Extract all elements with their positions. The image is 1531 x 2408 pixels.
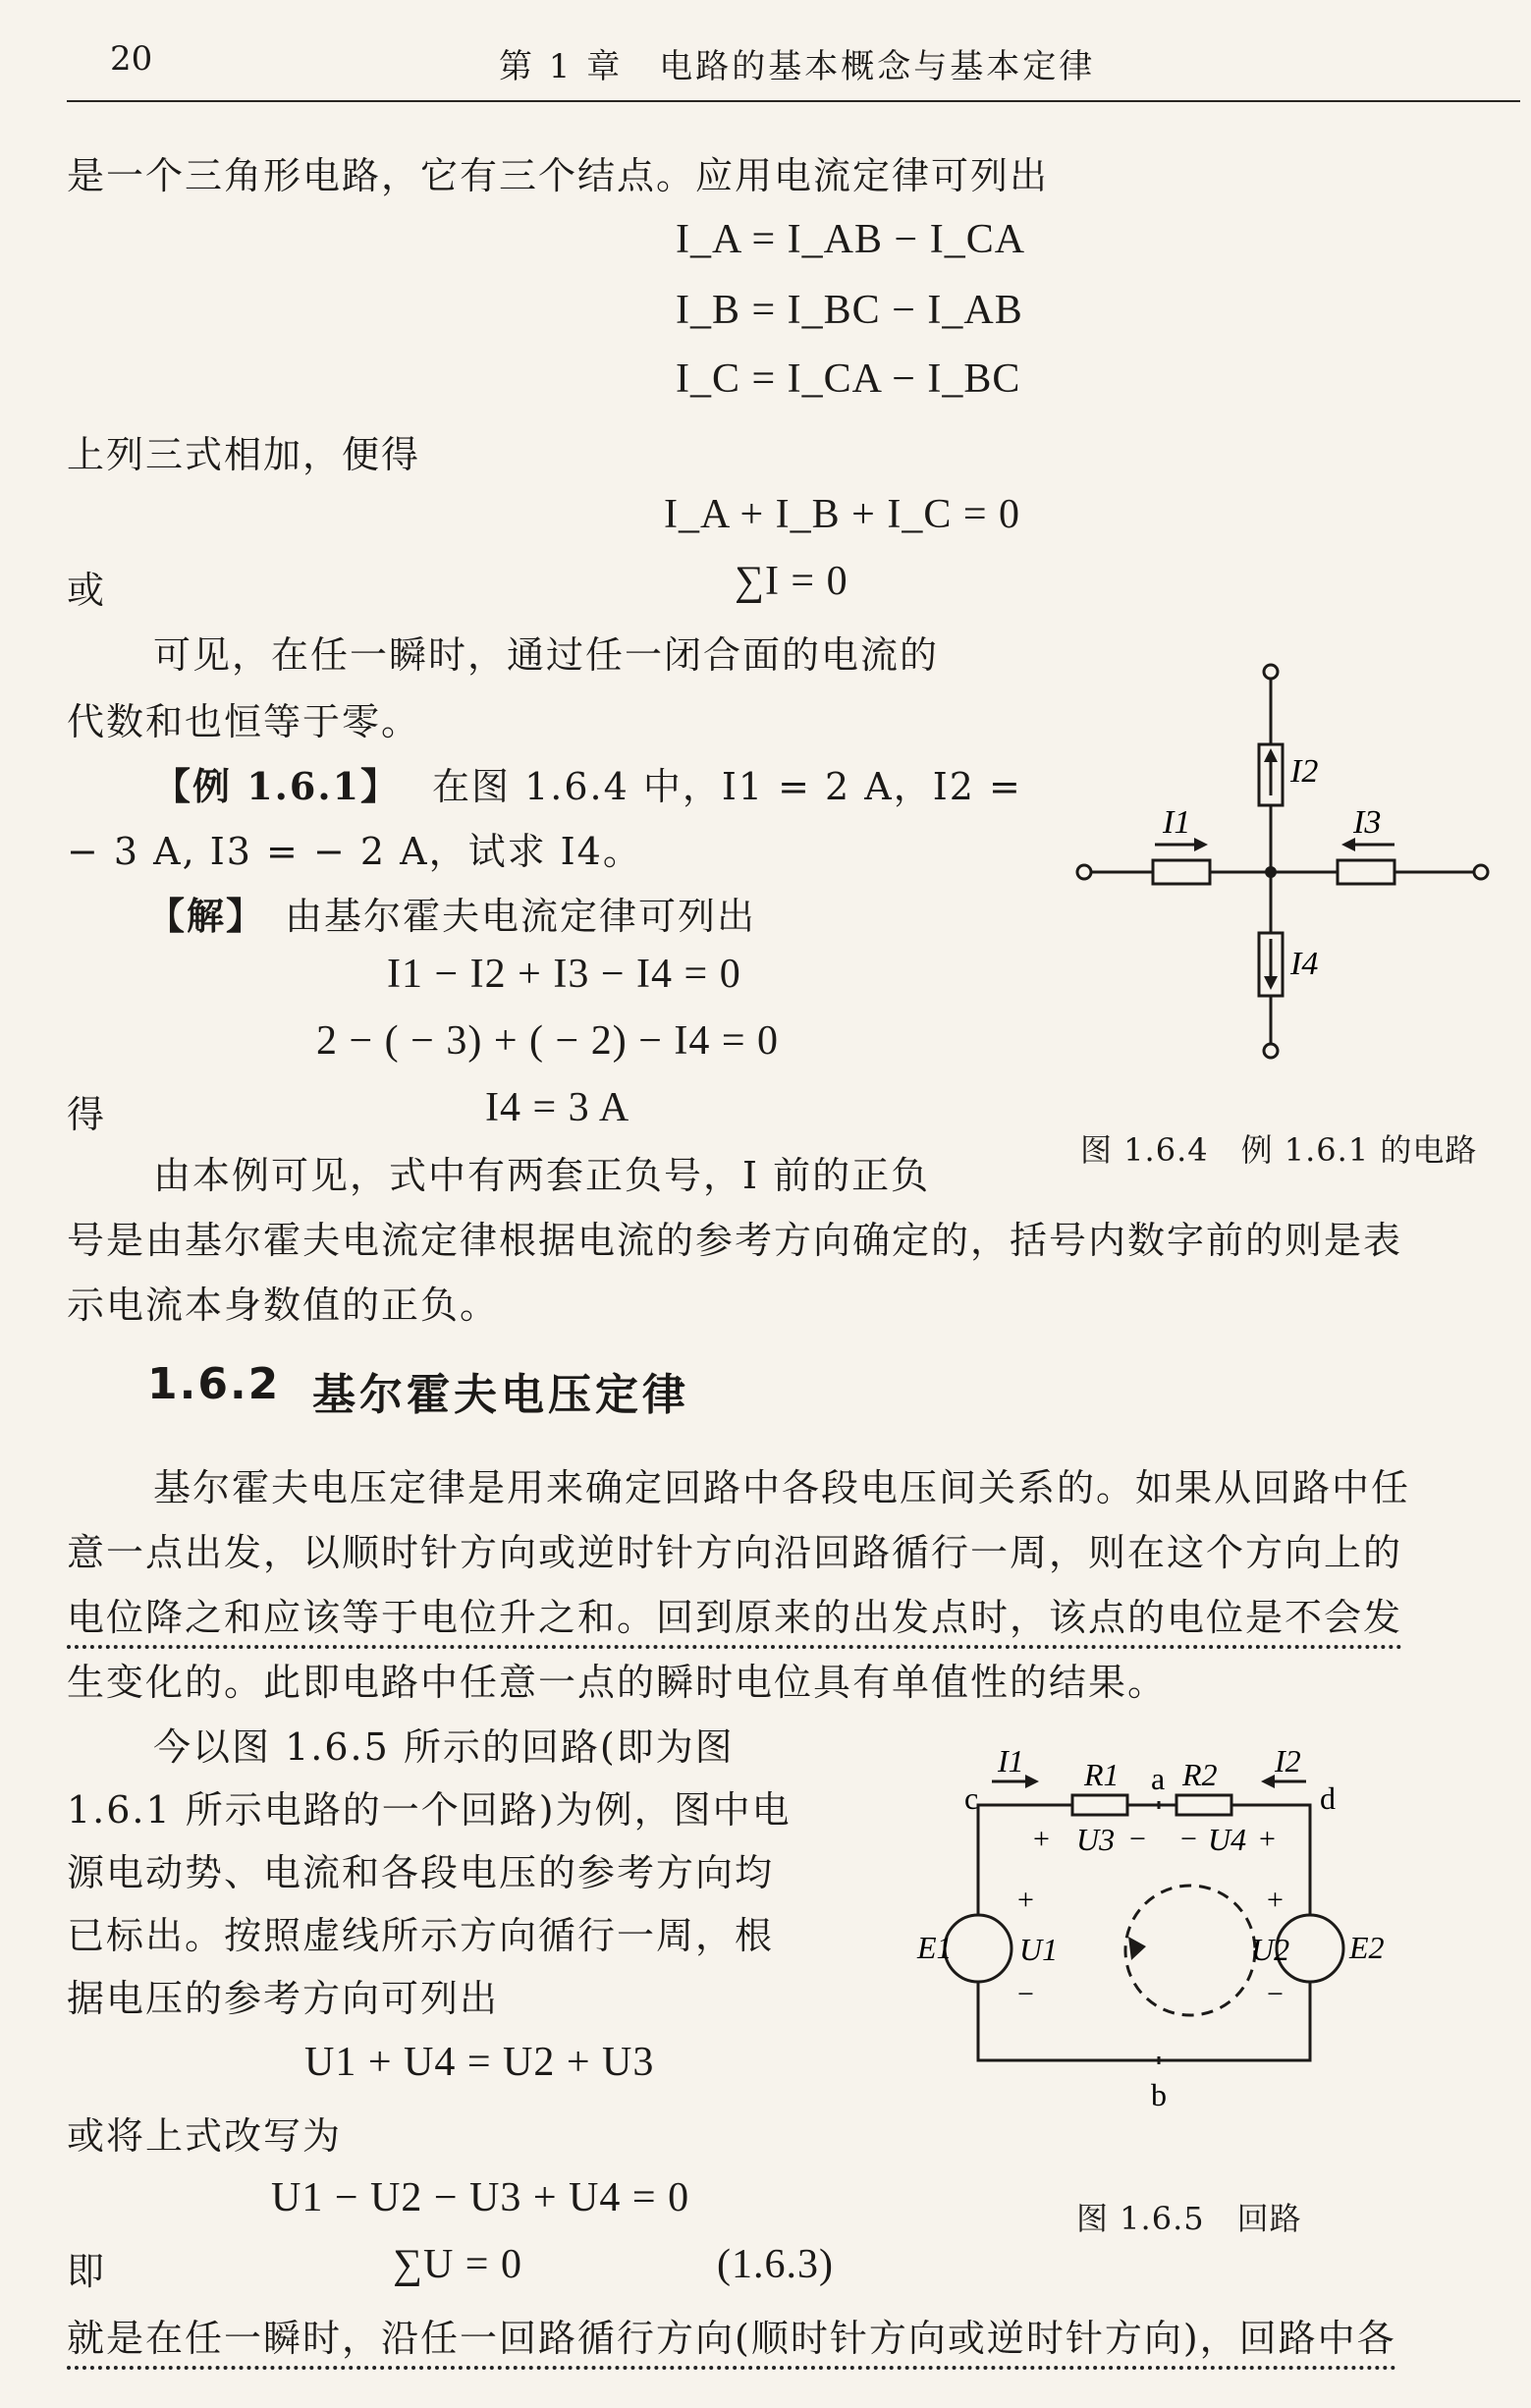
- label-e2: E2: [1349, 1930, 1385, 1965]
- body-line: 代数和也恒等于零。: [67, 700, 421, 743]
- body-line: 上列三式相加，便得: [67, 433, 421, 476]
- body-line: 由本例可见，式中有两套正负号，I 前的正负: [153, 1154, 931, 1197]
- node-d: d: [1320, 1780, 1336, 1816]
- equation-kvl1: U1 + U4 = U2 + U3: [304, 2040, 655, 2085]
- figure-caption: 图 1.6.4 例 1.6.1 的电路: [1080, 1131, 1478, 1169]
- minus-sign: −: [1017, 1978, 1034, 2010]
- body-line: − 3 A, I3 = − 2 A，试求 I4。: [67, 830, 642, 873]
- equation-ex1: I1 − I2 + I3 − I4 = 0: [387, 952, 741, 997]
- body-line: 今以图 1.6.5 所示的回路(即为图: [153, 1725, 735, 1769]
- plus-sign: +: [1259, 1823, 1276, 1855]
- minus-sign: −: [1129, 1823, 1146, 1855]
- node-c: c: [964, 1780, 979, 1816]
- minus-sign: −: [1180, 1823, 1197, 1855]
- section-number: 1.6.2: [147, 1359, 281, 1409]
- label-i4: I4: [1290, 946, 1319, 982]
- node-b: b: [1151, 2077, 1167, 2112]
- body-line: 在图 1.6.4 中，I1 = 2 A，I2 =: [432, 765, 1022, 808]
- chapter-title: 第 1 章 电路的基本概念与基本定律: [499, 47, 1096, 86]
- body-line: 生变化的。此即电路中任意一点的瞬时电位具有单值性的结果。: [67, 1661, 1168, 1704]
- body-line: [67, 2308, 1396, 2362]
- label-u1: U1: [1019, 1932, 1059, 1967]
- label-u3: U3: [1076, 1822, 1116, 1857]
- body-line: [67, 1587, 1402, 1641]
- equation-kvl2: U1 − U2 − U3 + U4 = 0: [271, 2175, 690, 2220]
- label-r1: R1: [1084, 1757, 1120, 1792]
- body-line: 据电压的参考方向可列出: [67, 1977, 500, 2020]
- section-title: 基尔霍夫电压定律: [312, 1370, 689, 1420]
- body-line: 1.6.1 所示电路的一个回路)为例，图中电: [67, 1788, 792, 1832]
- minus-sign: −: [1267, 1978, 1284, 2010]
- body-line: 是一个三角形电路，它有三个结点。应用电流定律可列出: [67, 154, 1050, 197]
- equation-ex3: I4 = 3 A: [485, 1085, 630, 1130]
- emphasis-text: 电位降之和应该等于电位升之和。回到原来的出发点时，该点的电位是不会发: [67, 1596, 1402, 1649]
- label-r2: R2: [1182, 1757, 1218, 1792]
- body-line: 可见，在任一瞬时，通过任一闭合面的电流的: [153, 633, 940, 677]
- figure-1-6-5: [884, 1750, 1434, 2123]
- label-i2: I2: [1290, 753, 1319, 790]
- body-line: 得: [67, 1093, 107, 1136]
- body-line: 意一点出发，以顺时针方向或逆时针方向沿回路循行一周，则在这个方向上的: [67, 1531, 1403, 1574]
- body-line: 或将上式改写为: [67, 2114, 343, 2158]
- page-number: 20: [110, 39, 153, 79]
- label-i1: I1: [998, 1750, 1024, 1779]
- label-e1: E1: [917, 1930, 953, 1965]
- body-line: 示电流本身数值的正负。: [67, 1284, 500, 1327]
- solution-label: 【解】: [147, 894, 266, 938]
- figure-caption: 图 1.6.5 回路: [1076, 2200, 1302, 2237]
- equation-ia: I_A = I_AB − I_CA: [676, 217, 1026, 262]
- body-line: 源电动势、电流和各段电压的参考方向均: [67, 1851, 775, 1894]
- equation-ib: I_B = I_BC − I_AB: [676, 288, 1023, 333]
- plus-sign: +: [1267, 1884, 1284, 1916]
- equation-sigma-u: ∑U = 0: [393, 2242, 522, 2287]
- node-a: a: [1151, 1761, 1166, 1796]
- label-u4: U4: [1208, 1822, 1247, 1857]
- plus-sign: +: [1033, 1823, 1050, 1855]
- equation-number: (1.6.3): [717, 2242, 834, 2287]
- emphasis-text: 就是在任一瞬时，沿任一回路循行方向(顺时针方向或逆时针方向)，回路中各: [67, 2317, 1396, 2370]
- body-line: 已标出。按照虚线所示方向循行一周，根: [67, 1914, 775, 1957]
- figure-1-6-4: [1061, 648, 1493, 1080]
- label-u2: U2: [1251, 1932, 1290, 1967]
- body-line: 或: [67, 569, 107, 612]
- label-i1: I1: [1163, 804, 1191, 841]
- label-i2: I2: [1275, 1750, 1301, 1779]
- equation-sum: I_A + I_B + I_C = 0: [664, 492, 1021, 537]
- label-i3: I3: [1353, 804, 1382, 841]
- equation-ic: I_C = I_CA − I_BC: [676, 356, 1021, 402]
- body-line: 即: [67, 2250, 107, 2293]
- body-line: 号是由基尔霍夫电流定律根据电流的参考方向确定的，括号内数字前的则是表: [67, 1219, 1403, 1262]
- equation-ex2: 2 − ( − 3) + ( − 2) − I4 = 0: [316, 1018, 780, 1064]
- body-line: 由基尔霍夫电流定律可列出: [285, 895, 757, 938]
- example-label: 【例 1.6.1】: [153, 764, 401, 808]
- header-rule: [67, 100, 1520, 102]
- plus-sign: +: [1017, 1884, 1034, 1916]
- body-line: 基尔霍夫电压定律是用来确定回路中各段电压间关系的。如果从回路中任: [153, 1466, 1411, 1509]
- equation-sigma-i: ∑I = 0: [735, 559, 848, 604]
